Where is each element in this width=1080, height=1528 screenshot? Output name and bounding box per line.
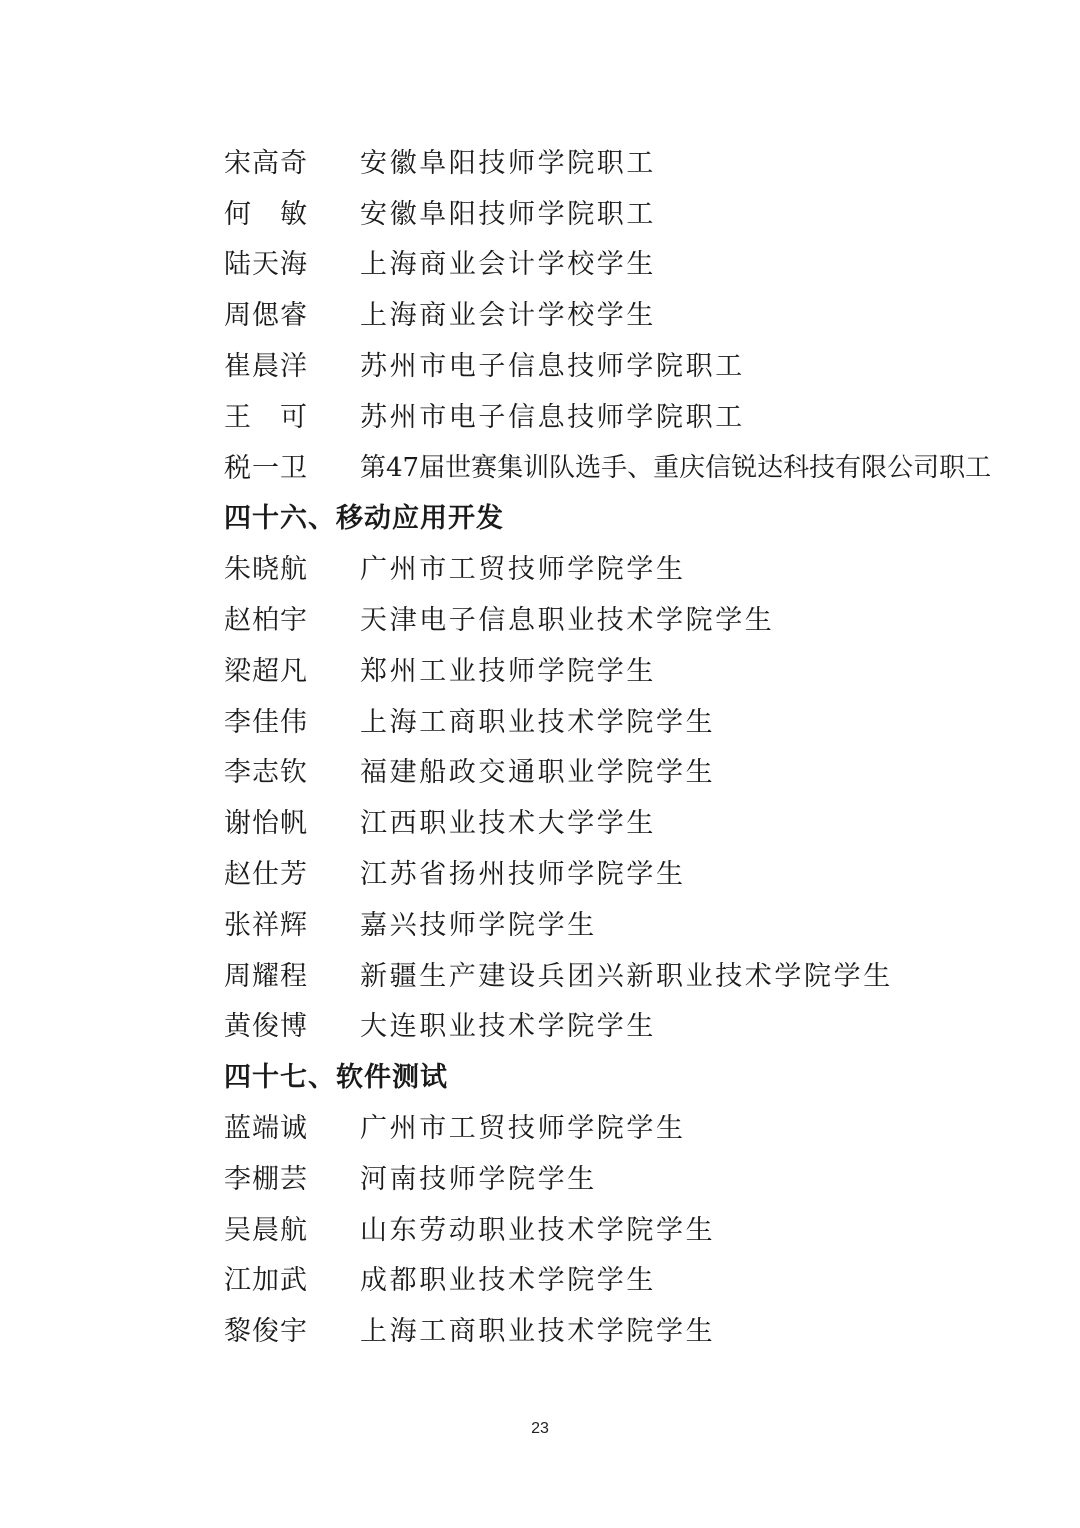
person-name: 周偲睿 — [224, 300, 308, 332]
organization: 广州市工贸技师学院学生 — [360, 1113, 686, 1145]
person-name: 崔晨洋 — [224, 351, 308, 383]
page-number: 23 — [531, 1420, 549, 1437]
person-name: 黎俊宇 — [224, 1316, 308, 1348]
person-name: 宋高奇 — [224, 147, 308, 179]
list-item — [224, 287, 1024, 338]
list-item — [224, 1253, 1024, 1304]
person-name: 江加武 — [224, 1265, 308, 1297]
person-name: 周耀程 — [224, 960, 308, 992]
list-item — [224, 338, 1024, 389]
organization: 山东劳动职业技术学院学生 — [360, 1214, 716, 1246]
person-name: 陆天海 — [224, 249, 308, 281]
list-item — [224, 1202, 1024, 1253]
person-name: 王 可 — [224, 401, 308, 433]
person-name: 税一卫 — [224, 452, 308, 484]
organization: 安徽阜阳技师学院职工 — [360, 147, 656, 179]
organization: 新疆生产建设兵团兴新职业技术学院学生 — [360, 960, 893, 992]
document-body — [224, 135, 1024, 1354]
list-item — [224, 440, 1024, 491]
person-name: 黄俊博 — [224, 1011, 308, 1043]
list-item — [224, 541, 1024, 592]
section-heading: 四十六、移动应用开发 — [224, 503, 504, 535]
list-item — [224, 694, 1024, 745]
person-name: 蓝端诚 — [224, 1113, 308, 1145]
organization: 河南技师学院学生 — [360, 1163, 597, 1195]
section-heading: 四十七、软件测试 — [224, 1062, 448, 1094]
person-name: 朱晓航 — [224, 554, 308, 586]
organization: 成都职业技术学院学生 — [360, 1265, 656, 1297]
list-item — [224, 948, 1024, 999]
list-item — [224, 795, 1024, 846]
list-item — [224, 1100, 1024, 1151]
list-item — [224, 897, 1024, 948]
person-name: 张祥辉 — [224, 909, 308, 941]
list-item — [224, 846, 1024, 897]
organization: 苏州市电子信息技师学院职工 — [360, 351, 745, 383]
organization: 天津电子信息职业技术学院学生 — [360, 605, 775, 637]
list-item — [224, 1303, 1024, 1354]
person-name: 李佳伟 — [224, 706, 308, 738]
person-name: 吴晨航 — [224, 1214, 308, 1246]
organization: 上海商业会计学校学生 — [360, 249, 656, 281]
organization: 广州市工贸技师学院学生 — [360, 554, 686, 586]
person-name: 梁超凡 — [224, 655, 308, 687]
list-item — [224, 237, 1024, 288]
organization: 上海工商职业技术学院学生 — [360, 706, 716, 738]
person-name: 谢怡帆 — [224, 808, 308, 840]
organization: 江苏省扬州技师学院学生 — [360, 859, 686, 891]
organization: 第47届世赛集训队选手、重庆信锐达科技有限公司职工 — [360, 452, 992, 483]
list-item — [224, 643, 1024, 694]
list-item — [224, 592, 1024, 643]
list-item — [224, 389, 1024, 440]
list-item — [224, 999, 1024, 1050]
organization: 安徽阜阳技师学院职工 — [360, 198, 656, 230]
list-item — [224, 745, 1024, 796]
person-name: 李志钦 — [224, 757, 308, 789]
list-item — [224, 186, 1024, 237]
organization: 福建船政交通职业学院学生 — [360, 757, 716, 789]
list-item — [224, 1151, 1024, 1202]
organization: 嘉兴技师学院学生 — [360, 909, 597, 941]
organization: 江西职业技术大学学生 — [360, 808, 656, 840]
list-item — [224, 135, 1024, 186]
person-name: 李棚芸 — [224, 1163, 308, 1195]
organization: 上海工商职业技术学院学生 — [360, 1316, 716, 1348]
person-name: 赵仕芳 — [224, 859, 308, 891]
organization: 上海商业会计学校学生 — [360, 300, 656, 332]
person-name: 何 敏 — [224, 198, 308, 230]
organization: 苏州市电子信息技师学院职工 — [360, 401, 745, 433]
organization: 大连职业技术学院学生 — [360, 1011, 656, 1043]
organization: 郑州工业技师学院学生 — [360, 655, 656, 687]
person-name: 赵柏宇 — [224, 605, 308, 637]
